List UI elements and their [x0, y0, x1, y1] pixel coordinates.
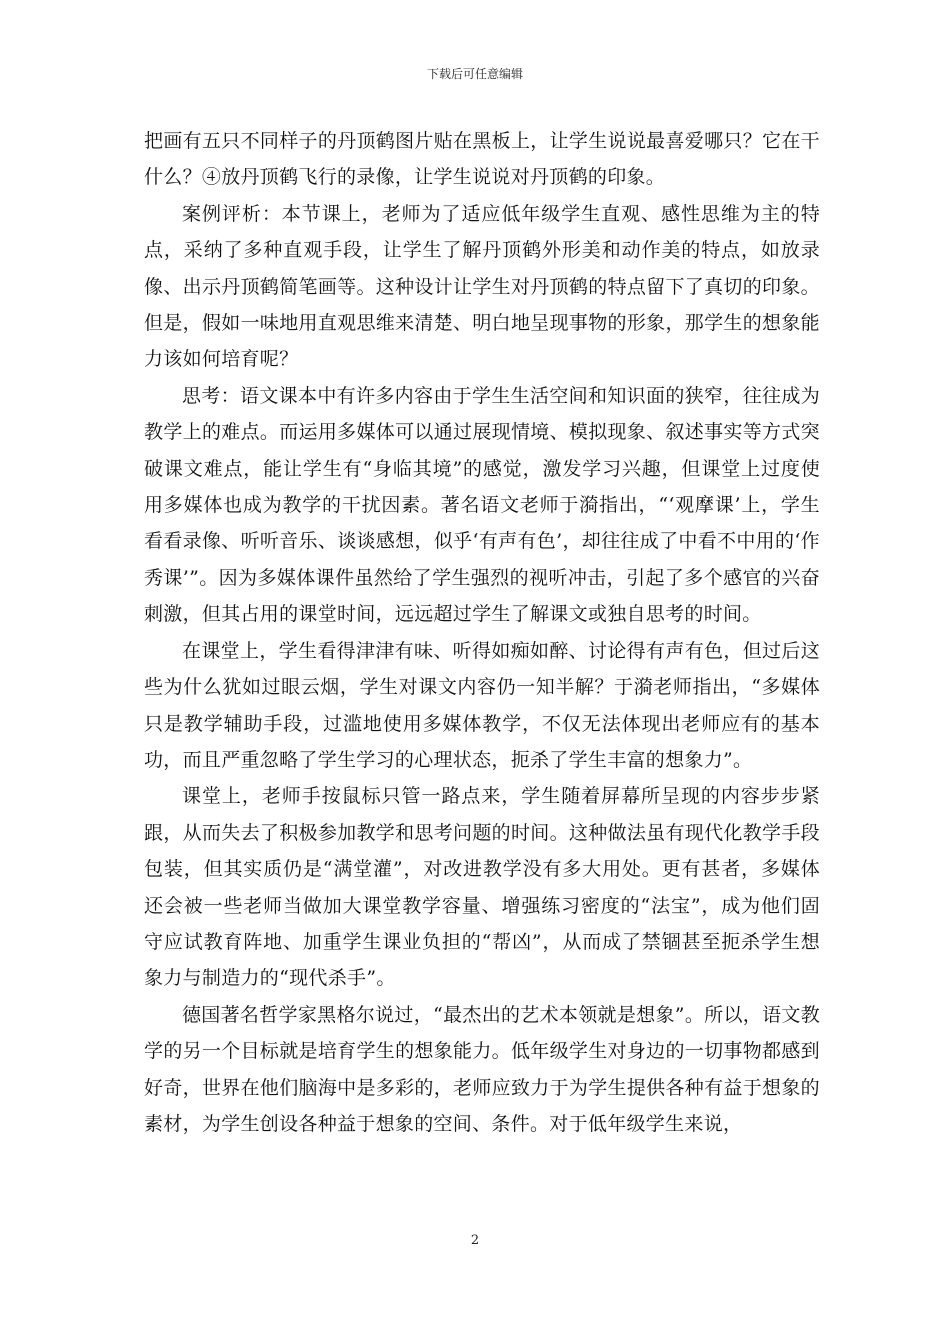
paragraph-classroom: 在课堂上，学生看得津津有味、听得如痴如醉、讨论得有声有色，但过后这些为什么犹如过眼云烟，学生对课文内容仍一知半解？于漪老师指出，“多媒体只是教学辅助手段，过滥地使用多媒体教学，不仅无法体现出老师应有的基本功，而且严重忽略了学生学习的心理状态，扼杀了学生丰富的想象力”。: [144, 639, 820, 771]
paragraph-continued: 把画有五只不同样子的丹顶鹤图片贴在黑板上，让学生说说最喜爱哪只？它在干什么？④放丹顶鹤飞行的录像，让学生说说对丹顶鹤的印象。: [144, 130, 820, 189]
page-number: 2: [470, 1233, 480, 1248]
paragraph-case-analysis: 案例评析：本节课上，老师为了适应低年级学生直观、感性思维为主的特点，采纳了多种直观手段，让学生了解丹顶鹤外形美和动作美的特点，如放录像、出示丹顶鹤简笔画等。这种设计让学生对丹顶鹤的特点留下了真切的印象。但是，假如一味地用直观思维来清楚、明白地呈现事物的形象，那学生的想象能力该如何培育呢？: [144, 202, 820, 371]
page-header: 下载后可任意编辑: [426, 67, 523, 81]
document-body: [144, 123, 820, 1142]
paragraph-thinking: 思考：语文课本中有许多内容由于学生生活空间和知识面的狭窄，往往成为教学上的难点。而运用多媒体可以通过展现情境、模拟现象、叙述事实等方式突破课文难点，能让学生有“身临其境”的感觉，激发学习兴趣，但课堂上过度使用多媒体也成为教学的干扰因素。著名语文老师于漪指出，“‘观摩课’上，学生看看录像、听听音乐、谈谈感想，似乎‘有声有色’，却往往成了中看不中用的‘作秀课’”。因为多媒体课件虽然给了学生强烈的视听冲击，引起了多个感官的兴奋刺激，但其占用的课堂时间，远远超过学生了解课文或独自思考的时间。: [144, 384, 820, 626]
paragraph-mouse-clicking: 课堂上，老师手按鼠标只管一路点来，学生随着屏幕所呈现的内容步步紧跟，从而失去了积极参加教学和思考问题的时间。这种做法虽有现代化教学手段包装，但其实质仍是“满堂灌”，对改进教学没有多大用处。更有甚者，多媒体还会被一些老师当做加大课堂教学容量、增强练习密度的“法宝”，成为他们固守应试教育阵地、加重学生课业负担的“帮凶”，从而成了禁锢甚至扼杀学生想象力与制造力的“现代杀手”。: [144, 785, 820, 990]
paragraph-hegel: 德国著名哲学家黑格尔说过，“最杰出的艺术本领就是想象”。所以，语文教学的另一个目标就是培育学生的想象能力。低年级学生对身边的一切事物都感到好奇，世界在他们脑海中是多彩的，老师应致力于为学生提供各种有益于想象的素材，为学生创设各种益于想象的空间、条件。对于低年级学生来说，: [144, 1003, 820, 1135]
